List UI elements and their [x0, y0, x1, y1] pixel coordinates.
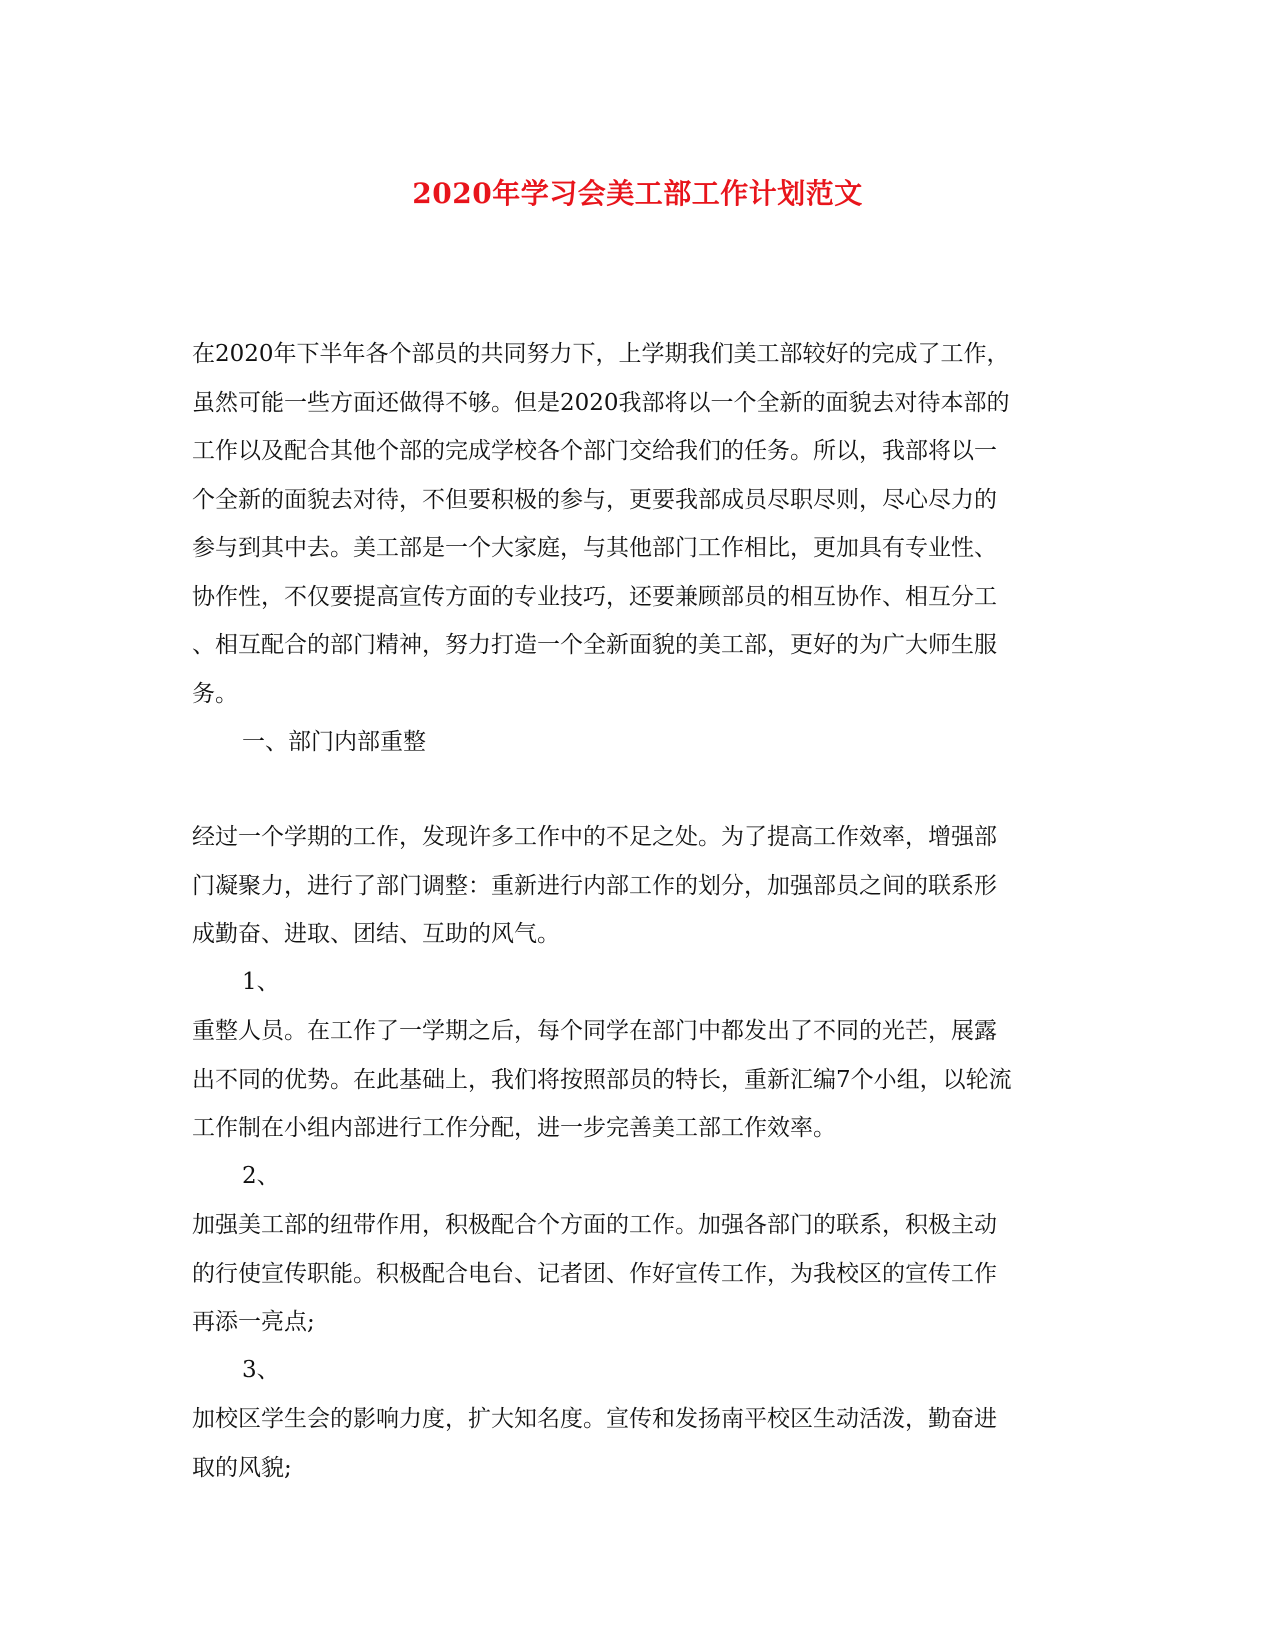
item1-paragraph	[192, 1007, 1077, 1153]
text-line: 门凝聚力，进行了部门调整：重新进行内部工作的划分，加强部员之间的联系形	[192, 872, 997, 899]
text-line: 参与到其中去。美工部是一个大家庭，与其他部门工作相比，更加具有专业性、	[192, 535, 997, 561]
text-line: 工作制在小组内部进行工作分配，进一步完善美工部工作效率。	[192, 1115, 836, 1141]
text-line: 务。	[192, 680, 238, 707]
text-line: 、相互配合的部门精神，努力打造一个全新面貌的美工部，更好的为广大师生服	[192, 632, 997, 658]
item-number: 2、	[242, 1163, 280, 1189]
text-line: 取的风貌;	[192, 1454, 292, 1481]
text-line: 加强美工部的纽带作用，积极配合个方面的工作。加强各部门的联系，积极主动	[192, 1212, 997, 1238]
text-line: 再添一亮点;	[192, 1309, 315, 1335]
text-line: 在2020年下半年各个部员的共同努力下，上学期我们美工部较好的完成了工作，	[192, 341, 1010, 367]
intro-paragraph	[192, 330, 1070, 718]
section-heading: 一、部门内部重整	[242, 729, 426, 755]
item2-paragraph	[192, 1201, 1070, 1347]
text-line: 协作性，不仅要提高宣传方面的专业技巧，还要兼顾部员的相互协作、相互分工	[192, 583, 997, 610]
text-line: 出不同的优势。在此基础上，我们将按照部员的特长，重新汇编7个小组，以轮流	[192, 1066, 1012, 1093]
text-line: 的行使宣传职能。积极配合电台、记者团、作好宣传工作，为我校区的宣传工作	[192, 1260, 997, 1287]
text-line: 重整人员。在工作了一学期之后，每个同学在部门中都发出了不同的光芒，展露	[192, 1018, 997, 1044]
item-number: 1、	[242, 969, 280, 995]
item3-paragraph	[192, 1395, 1070, 1492]
section1-paragraph	[192, 813, 1070, 959]
text-line: 工作以及配合其他个部的完成学校各个部门交给我们的任务。所以，我部将以一	[192, 438, 997, 464]
text-line: 经过一个学期的工作，发现许多工作中的不足之处。为了提高工作效率，增强部	[192, 824, 997, 850]
text-line: 成勤奋、进取、团结、互助的风气。	[192, 921, 560, 947]
text-line: 虽然可能一些方面还做得不够。但是2020我部将以一个全新的面貌去对待本部的	[192, 389, 1010, 416]
item-number: 3、	[242, 1357, 280, 1383]
document-title: 2020年学习会美工部工作计划范文	[412, 177, 863, 210]
text-line: 个全新的面貌去对待，不但要积极的参与，更要我部成员尽职尽则，尽心尽力的	[192, 486, 997, 513]
text-line: 加校区学生会的影响力度，扩大知名度。宣传和发扬南平校区生动活泼，勤奋进	[192, 1406, 997, 1432]
